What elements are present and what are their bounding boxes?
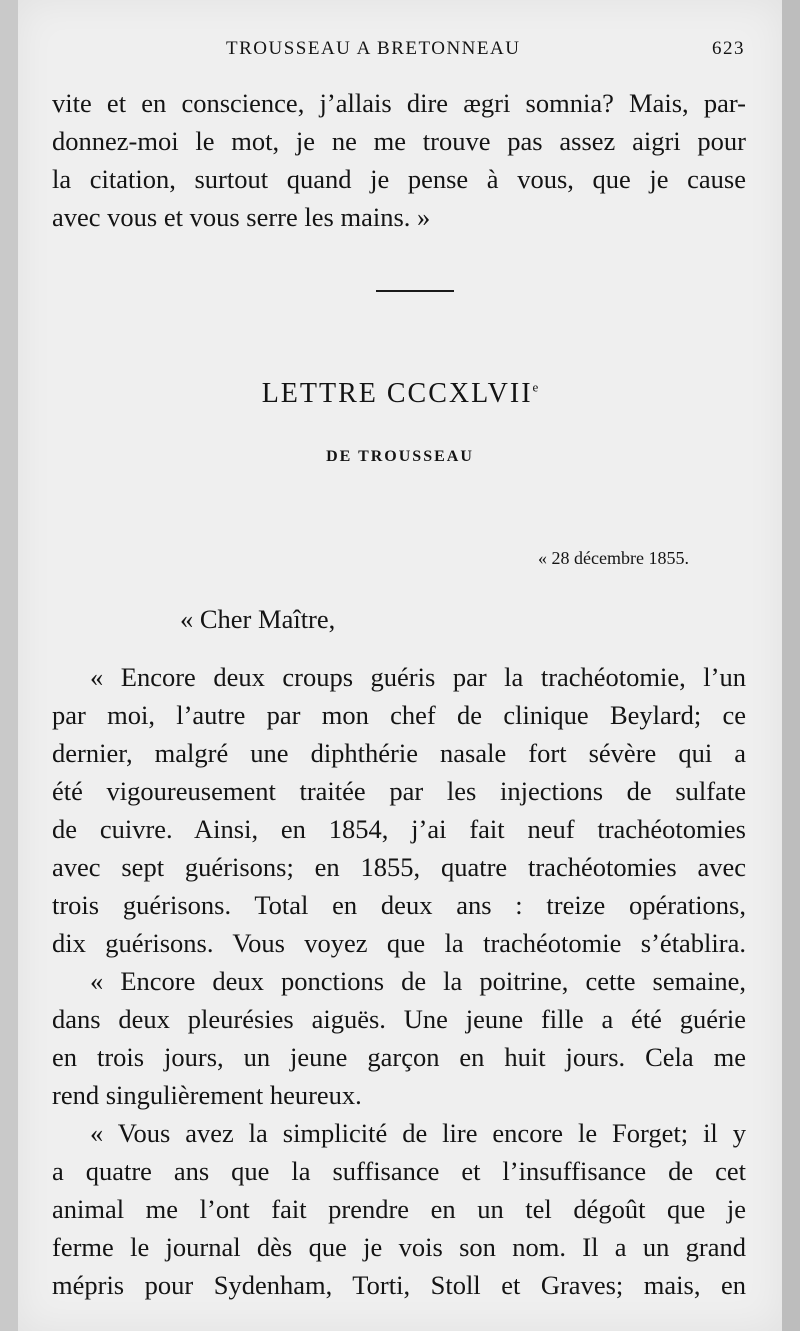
title-superscript: e [532, 379, 539, 395]
text-line: « Vous avez la simplicité de lire encore le Forget; il y [90, 1118, 746, 1148]
text-line: donnez-moi le mot, je ne me trouve pas assez aigri pour [52, 126, 746, 156]
text-line: en trois jours, un jeune garçon en huit jours. Cela me [52, 1042, 746, 1072]
text-line: mépris pour Sydenham, Torti, Stoll et Graves; mais, en [52, 1270, 746, 1300]
section-divider [376, 290, 454, 292]
text-line: « Encore deux ponctions de la poitrine, cette semaine, [90, 966, 746, 996]
text-line: la citation, surtout quand je pense à vous, que je cause [52, 164, 746, 194]
salutation: « Cher Maître, [180, 604, 336, 634]
text-line: a quatre ans que la suffisance et l’insuffisance de cet [52, 1156, 746, 1186]
text-line: trois guérisons. Total en deux ans : treize opérations, [52, 890, 746, 920]
text-line: dix guérisons. Vous voyez que la trachéotomie s’établira. [52, 928, 746, 958]
text-line: avec vous et vous serre les mains. » [52, 202, 431, 232]
letter-title: LETTRE CCCXLVIIe [261, 378, 539, 409]
running-head [18, 38, 782, 68]
text-line: avec sept guérisons; en 1855, quatre trachéotomies avec [52, 852, 746, 882]
text-line: été vigoureusement traitée par les injections de sulfate [52, 776, 746, 806]
text-line: par moi, l’autre par mon chef de clinique Beylard; ce [52, 700, 746, 730]
letter-author: DE TROUSSEAU [326, 448, 474, 465]
text-line: dernier, malgré une diphthérie nasale fort sévère qui a [52, 738, 746, 768]
text-line: « Encore deux croups guéris par la trachéotomie, l’un [90, 662, 746, 692]
text-line: rend singulièrement heureux. [52, 1080, 362, 1110]
text-line: dans deux pleurésies aiguës. Une jeune fille a été guérie [52, 1004, 746, 1034]
text-line: de cuivre. Ainsi, en 1854, j’ai fait neuf trachéotomies [52, 814, 746, 844]
page-number: 623 [712, 38, 745, 59]
text-line: ferme le journal dès que je vois son nom. Il a un grand [52, 1232, 746, 1262]
book-page [18, 0, 782, 1331]
letter-date: « 28 décembre 1855. [538, 548, 689, 568]
text-line: animal me l’ont fait prendre en un tel dégoût que je [52, 1194, 746, 1224]
page-edge-shadow [782, 0, 800, 1331]
text-line: vite et en conscience, j’allais dire ægri somnia? Mais, par- [52, 88, 746, 118]
running-title: TROUSSEAU A BRETONNEAU [226, 38, 521, 59]
